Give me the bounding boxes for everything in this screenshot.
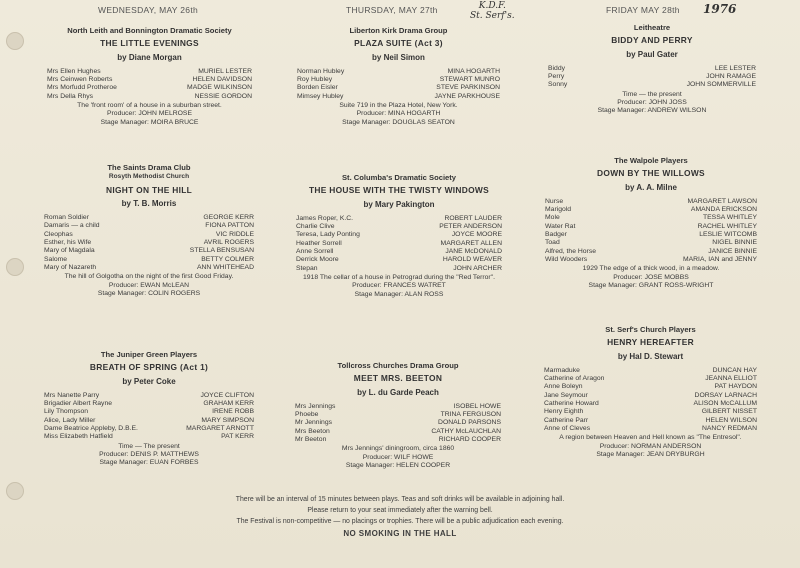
producer-credit: Producer: WILF HOWE — [362, 453, 434, 461]
character-name: Borden Eisler — [297, 84, 338, 92]
cast-row — [545, 223, 757, 231]
play-setting: 1929 The edge of a thick wood, in a meadow. — [582, 265, 720, 273]
character-name: Mrs Beeton — [295, 427, 330, 435]
character-name: Marigold — [545, 206, 572, 214]
group-name: The Juniper Green Players — [100, 350, 198, 359]
handwritten-note: K.D.F. St. Serf's. — [470, 1, 515, 21]
play-author: by Paul Gater — [626, 49, 678, 59]
cast-row — [296, 240, 502, 248]
actor-name: LESLIE WITCOMB — [699, 231, 757, 239]
group-name: Liberton Kirk Drama Group — [349, 26, 448, 35]
play-block — [44, 164, 254, 298]
stage-manager-credit: Stage Manager: MOIRA BRUCE — [100, 118, 199, 126]
actor-name: JOHN ARCHER — [453, 264, 502, 272]
play-author: by A. A. Milne — [625, 182, 677, 192]
character-name: Mrs Jennings — [295, 402, 336, 410]
character-name: Phoebe — [295, 411, 319, 419]
character-name: Catherine Howard — [544, 400, 599, 408]
character-name: Mrs Ceinwen Roberts — [47, 76, 113, 84]
character-name: Alice, Lady Miller — [44, 416, 96, 424]
actor-name: HELEN WILSON — [705, 416, 757, 424]
cast-row — [44, 425, 254, 433]
actor-name: MARY SIMPSON — [201, 416, 254, 424]
cast-list — [47, 68, 252, 101]
day-heading-wednesday: WEDNESDAY, MAY 26th — [98, 5, 199, 15]
character-name: Roman Soldier — [44, 214, 89, 222]
producer-credit: Producer: JOHN MELROSE — [107, 110, 192, 118]
play-setting: Time — The present — [118, 442, 180, 450]
warning-bell-notice: Please return to your seat immediately after the warning bell. — [307, 507, 493, 514]
cast-row — [296, 231, 502, 239]
play-setting: The hill of Golgotha on the night of the first Good Friday. — [64, 273, 234, 281]
actor-name: RICHARD COOPER — [438, 436, 501, 444]
cast-row — [44, 231, 254, 239]
character-name: Heather Sorrell — [296, 239, 342, 247]
cast-list — [297, 68, 500, 101]
cast-row — [44, 392, 254, 400]
play-setting: Suite 719 in the Plaza Hotel, New York. — [339, 102, 458, 110]
cast-row — [44, 247, 254, 255]
actor-name: ISOBEL HOWE — [453, 402, 501, 410]
stage-manager-credit: Stage Manager: ANDREW WILSON — [597, 107, 707, 115]
character-name: Mr Beeton — [295, 436, 327, 444]
cast-row — [548, 65, 756, 73]
play-title: PLAZA SUITE (Act 3) — [354, 38, 443, 49]
actor-name: VIC RIDDLE — [215, 230, 254, 238]
actor-name: MADGE WILKINSON — [187, 84, 252, 92]
actor-name: DONALD PARSONS — [438, 419, 501, 427]
actor-name: MARGARET LAWSON — [687, 197, 757, 205]
cast-row — [47, 76, 252, 84]
cast-row — [297, 84, 500, 92]
actor-name: MURIEL LESTER — [198, 67, 252, 75]
character-name: Marmaduke — [544, 366, 580, 374]
character-name: Charlie Clive — [296, 223, 335, 231]
cast-row — [295, 419, 501, 427]
actor-name: MINA HOGARTH — [447, 67, 500, 75]
cast-row — [47, 93, 252, 101]
cast-row — [44, 400, 254, 408]
actor-name: BETTY COLMER — [201, 255, 254, 263]
character-name: Mimsey Hubley — [297, 92, 344, 100]
character-name: Catherine of Aragon — [544, 375, 605, 383]
character-name: Catherine Parr — [544, 416, 589, 424]
character-name: Lily Thompson — [44, 408, 89, 416]
actor-name: NANCY REDMAN — [701, 424, 757, 432]
character-name: Cleophas — [44, 230, 73, 238]
cast-row — [544, 408, 757, 416]
cast-list — [544, 367, 757, 433]
actor-name: TRINA FERGUSON — [440, 411, 501, 419]
play-title: BIDDY AND PERRY — [611, 35, 693, 46]
actor-name: STEWART MUNRO — [439, 76, 500, 84]
actor-name: JAYNE PARKHOUSE — [434, 92, 500, 100]
cast-row — [47, 68, 252, 76]
actor-name: ALISON McCALLUM — [693, 400, 757, 408]
cast-row — [545, 198, 757, 206]
handwritten-year: 1976 — [703, 2, 737, 16]
actor-name: MARGARET ALLEN — [440, 239, 502, 247]
actor-name: HAROLD WEAVER — [442, 256, 502, 264]
character-name: Mary of Nazareth — [44, 263, 97, 271]
punch-hole — [6, 258, 24, 276]
church-name: Rosyth Methodist Church — [108, 173, 190, 181]
play-title: THE HOUSE WITH THE TWISTY WINDOWS — [308, 185, 490, 196]
play-block — [548, 24, 756, 116]
character-name: Mr Jennings — [295, 419, 333, 427]
play-author: by Mary Pakington — [363, 199, 435, 209]
cast-row — [44, 222, 254, 230]
cast-row — [296, 215, 502, 223]
character-name: Derrick Moore — [296, 256, 339, 264]
cast-row — [297, 76, 500, 84]
character-name: Mrs Nanette Parry — [44, 391, 100, 399]
character-name: Mary of Magdala — [44, 247, 95, 255]
character-name: Mrs Della Rhys — [47, 92, 94, 100]
programme-footer — [150, 494, 650, 539]
play-title: HENRY HEREAFTER — [607, 337, 694, 348]
cast-row — [295, 436, 501, 444]
no-smoking-notice: NO SMOKING IN THE HALL — [343, 529, 457, 538]
character-name: Damaris — a child — [44, 222, 100, 230]
producer-credit: Producer: JOSE MOBBS — [613, 273, 689, 281]
play-title: MEET MRS. BEETON — [353, 373, 443, 384]
cast-row — [544, 417, 757, 425]
play-author: by Hal D. Stewart — [617, 351, 684, 361]
actor-name: AVRIL ROGERS — [203, 239, 254, 247]
group-name: Tollcross Churches Drama Group — [337, 361, 459, 370]
producer-credit: Producer: FRANCES WATRET — [352, 282, 446, 290]
character-name: Norman Hubley — [297, 67, 345, 75]
cast-row — [44, 264, 254, 272]
cast-row — [44, 256, 254, 264]
non-competitive-notice: The Festival is non-competitive — no placings or trophies. There will be a public adjudication each evening. — [236, 518, 564, 525]
character-name: Teresa, Lady Ponting — [296, 231, 360, 239]
actor-name: DORSAY LARNACH — [694, 391, 757, 399]
play-setting: Mrs Jennings' diningroom, circa 1860 — [341, 445, 455, 453]
cast-list — [548, 65, 756, 90]
actor-name: STEVE PARKINSON — [436, 84, 500, 92]
cast-row — [545, 206, 757, 214]
cast-list — [295, 403, 501, 444]
play-title: BREATH OF SPRING (Act 1) — [89, 362, 209, 373]
actor-name: ROBERT LAUDER — [444, 214, 502, 222]
play-block — [47, 27, 252, 127]
play-block — [44, 351, 254, 468]
cast-row — [544, 383, 757, 391]
producer-credit: Producer: EWAN McLEAN — [108, 281, 190, 289]
play-title: DOWN BY THE WILLOWS — [597, 168, 705, 179]
play-title: THE LITTLE EVENINGS — [100, 38, 199, 49]
play-block — [544, 326, 757, 459]
play-author: by Diane Morgan — [117, 52, 182, 62]
cast-list — [296, 215, 502, 273]
cast-row — [297, 93, 500, 101]
character-name: Perry — [548, 73, 565, 81]
producer-credit: Producer: DENIS P. MATTHEWS — [99, 450, 199, 458]
cast-row — [44, 408, 254, 416]
stage-manager-credit: Stage Manager: JEAN DRYBURGH — [596, 450, 705, 458]
day-heading-friday: FRIDAY MAY 28th — [606, 5, 680, 15]
stage-manager-credit: Stage Manager: GRANT ROSS-WRIGHT — [588, 281, 714, 289]
actor-name: DUNCAN HAY — [712, 366, 757, 374]
actor-name: LEE LESTER — [714, 64, 756, 72]
stage-manager-credit: Stage Manager: COLIN ROGERS — [97, 289, 201, 297]
stage-manager-credit: Stage Manager: ALAN ROSS — [354, 290, 444, 298]
cast-list — [44, 214, 254, 272]
character-name: Esther, his Wife — [44, 239, 92, 247]
character-name: Anne of Cleves — [544, 424, 591, 432]
character-name: Badger — [545, 231, 567, 239]
actor-name: ANN WHITEHEAD — [196, 263, 254, 271]
group-name: North Leith and Bonnington Dramatic Society — [67, 26, 232, 35]
group-name: The Saints Drama Club — [107, 163, 191, 172]
cast-row — [544, 375, 757, 383]
character-name: Water Rat — [545, 222, 576, 230]
actor-name: PAT HAYDON — [714, 383, 757, 391]
group-name: The Walpole Players — [614, 156, 688, 165]
cast-row — [296, 256, 502, 264]
character-name: Mrs Ellen Hughes — [47, 67, 101, 75]
cast-row — [296, 265, 502, 273]
producer-credit: Producer: NORMAN ANDERSON — [599, 442, 702, 450]
actor-name: GILBERT NISSET — [701, 408, 757, 416]
actor-name: JOHN RAMAGE — [706, 73, 756, 81]
stage-manager-credit: Stage Manager: EUAN FORBES — [99, 459, 199, 467]
character-name: Henry Eighth — [544, 408, 584, 416]
character-name: Jane Seymour — [544, 391, 588, 399]
cast-row — [544, 392, 757, 400]
cast-row — [295, 428, 501, 436]
cast-row — [545, 248, 757, 256]
interval-notice: There will be an interval of 15 minutes between plays. Teas and soft drinks will be available in adjoining hall. — [235, 496, 565, 503]
stage-manager-credit: Stage Manager: HELEN COOPER — [345, 461, 451, 469]
cast-row — [545, 214, 757, 222]
producer-credit: Producer: MINA HOGARTH — [356, 110, 441, 118]
actor-name: JOYCE CLIFTON — [200, 391, 254, 399]
cast-list — [44, 392, 254, 442]
actor-name: NIGEL BINNIE — [712, 239, 757, 247]
actor-name: MARGARET ARNOTT — [186, 425, 254, 433]
character-name: Biddy — [548, 64, 566, 72]
punch-hole — [6, 32, 24, 50]
character-name: Roy Hubley — [297, 76, 333, 84]
actor-name: JANICE BINNIE — [708, 247, 757, 255]
actor-name: GRAHAM KERR — [203, 400, 254, 408]
actor-name: GEORGE KERR — [203, 214, 254, 222]
actor-name: TESSA WHITLEY — [702, 214, 757, 222]
group-name: Leitheatre — [633, 23, 671, 32]
stage-manager-credit: Stage Manager: DOUGLAS SEATON — [342, 118, 455, 126]
cast-row — [544, 425, 757, 433]
character-name: Stepan — [296, 264, 318, 272]
actor-name: NESSIE GORDON — [194, 92, 252, 100]
cast-row — [296, 223, 502, 231]
cast-row — [545, 256, 757, 264]
cast-row — [44, 417, 254, 425]
play-title: NIGHT ON THE HILL — [105, 184, 193, 195]
character-name: Mrs Morfudd Protheroe — [47, 84, 117, 92]
character-name: Salome — [44, 255, 68, 263]
actor-name: PAT KERR — [221, 433, 254, 441]
play-setting: A region between Heaven and Hell known as "The Entresol". — [559, 434, 742, 442]
character-name: Anne Sorrell — [296, 248, 334, 256]
play-block — [545, 157, 757, 290]
character-name: Sonny — [548, 81, 568, 89]
actor-name: HELEN DAVIDSON — [192, 76, 252, 84]
cast-row — [545, 231, 757, 239]
play-author: by L. du Garde Peach — [357, 387, 439, 397]
character-name: Mole — [545, 214, 560, 222]
cast-row — [548, 81, 756, 89]
character-name: Nurse — [545, 197, 564, 205]
cast-row — [296, 248, 502, 256]
character-name: Brigadier Albert Rayne — [44, 400, 113, 408]
play-setting: The 'front room' of a house in a suburban street. — [77, 102, 222, 110]
producer-credit: Producer: JOHN JOSS — [617, 99, 687, 107]
character-name: Anne Boleyn — [544, 383, 583, 391]
cast-row — [295, 403, 501, 411]
actor-name: JOHN SOMMERVILLE — [686, 81, 756, 89]
play-author: by Peter Coke — [122, 376, 176, 386]
play-author: by Neil Simon — [372, 52, 425, 62]
actor-name: AMANDA ERICKSON — [690, 206, 757, 214]
cast-row — [295, 411, 501, 419]
play-setting: 1918 The cellar of a house in Petrograd during the "Red Terror". — [303, 273, 495, 281]
cast-row — [44, 239, 254, 247]
actor-name: CATHY McLAUCHLAN — [431, 427, 501, 435]
cast-list — [545, 198, 757, 264]
cast-row — [548, 73, 756, 81]
actor-name: JANE McDONALD — [445, 248, 502, 256]
day-heading-thursday: THURSDAY, MAY 27th — [346, 5, 438, 15]
group-name: St. Columba's Dramatic Society — [341, 173, 457, 182]
cast-row — [545, 239, 757, 247]
character-name: Miss Elizabeth Hatfield — [44, 433, 113, 441]
cast-row — [297, 68, 500, 76]
play-block — [297, 27, 500, 127]
play-author: by T. B. Morris — [121, 198, 177, 208]
actor-name: JOYCE MOORE — [451, 231, 502, 239]
character-name: James Roper, K.C. — [296, 214, 354, 222]
cast-row — [44, 214, 254, 222]
cast-row — [544, 400, 757, 408]
character-name: Wild Wooders — [545, 255, 588, 263]
play-block — [295, 362, 501, 470]
play-block — [296, 174, 502, 299]
actor-name: PETER ANDERSON — [439, 223, 502, 231]
actor-name: IRENE ROBB — [212, 408, 254, 416]
cast-row — [544, 367, 757, 375]
cast-row — [44, 433, 254, 441]
punch-hole — [6, 482, 24, 500]
actor-name: RACHEL WHITLEY — [697, 222, 757, 230]
actor-name: STELLA BENSUSAN — [189, 247, 254, 255]
character-name: Toad — [545, 239, 560, 247]
actor-name: JEANNA ELLIOT — [705, 375, 757, 383]
actor-name: FIONA PATTON — [205, 222, 254, 230]
character-name: Dame Beatrice Appleby, D.B.E. — [44, 425, 138, 433]
actor-name: MARIA, IAN and JENNY — [682, 255, 757, 263]
character-name: Alfred, the Horse — [545, 247, 596, 255]
cast-row — [47, 84, 252, 92]
play-setting: Time — the present — [622, 90, 682, 98]
group-name: St. Serf's Church Players — [605, 325, 696, 334]
